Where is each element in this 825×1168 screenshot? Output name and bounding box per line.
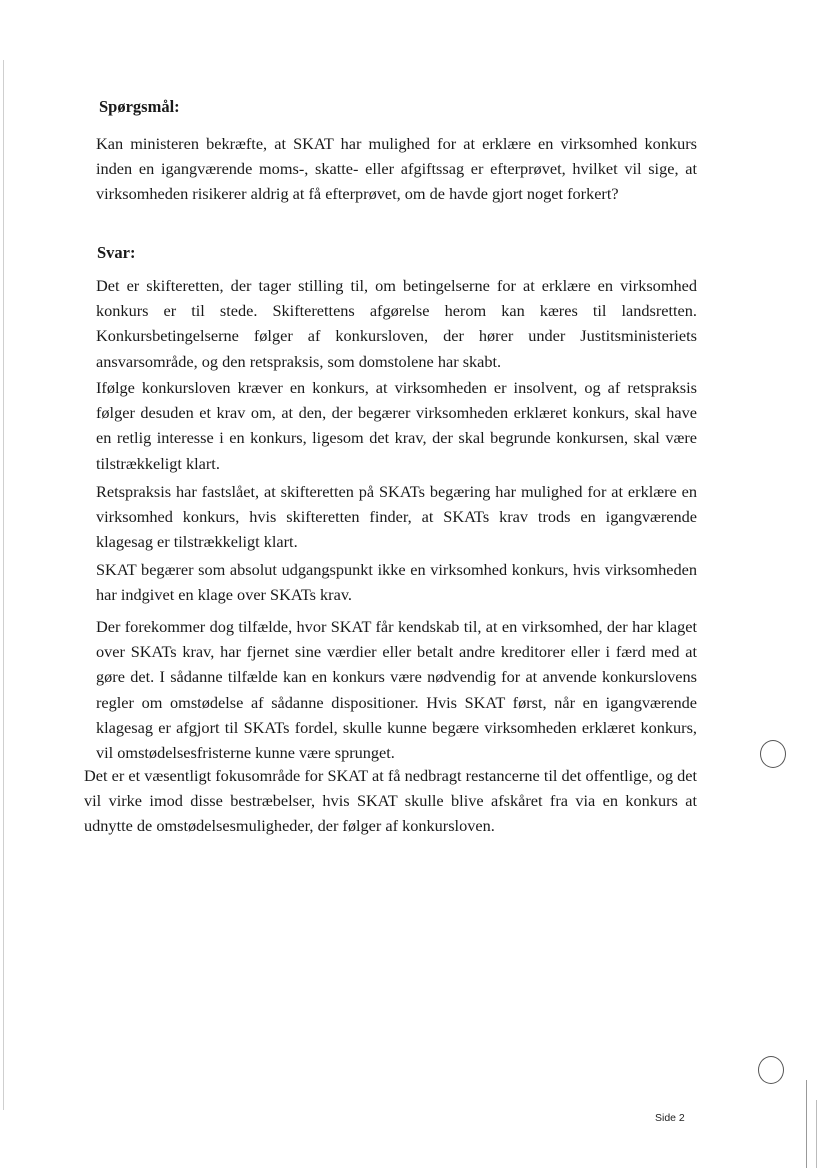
answer-heading: Svar: bbox=[97, 243, 136, 262]
answer-paragraph-4: SKAT begærer som absolut udgangspunkt ikke en virksomhed konkurs, hvis virksomheden har indgivet en klage over SKATs krav. bbox=[96, 560, 697, 605]
page-number: Side 2 bbox=[655, 1112, 685, 1124]
scan-edge-line bbox=[816, 1100, 817, 1168]
punch-hole-mark bbox=[758, 1056, 784, 1084]
scan-edge-line bbox=[3, 60, 4, 1110]
scan-edge-line bbox=[806, 1080, 807, 1168]
question-text: Kan ministeren bekræfte, at SKAT har mulighed for at erklære en virksomhed konkurs inden en igangværende moms-, skatte- eller afgiftssag er efterprøvet, hvilket vil sige, at virksomheden risikerer aldrig at få efterprøvet, om de havde gjort noget forkert? bbox=[96, 134, 697, 204]
answer-paragraph-1: Det er skifteretten, der tager stilling til, om betingelserne for at erklære en virksomhed konkurs er til stede. Skifterettens afgørelse herom kan kæres til landsretten. Konkursbetingelserne følger af konkursloven, der hører under Justitsministeriets ansvarsområde, og den retspraksis, som domstolene har skabt. bbox=[96, 276, 697, 371]
answer-paragraph-2: Ifølge konkursloven kræver en konkurs, at virksomheden er insolvent, og af retspraksis følger desuden et krav om, at den, der begærer virksomheden erklæret konkurs, skal have en retlig interesse i en konkurs, ligesom det krav, der skal begrunde konkursen, skal være tilstrækkeligt klart. bbox=[96, 378, 697, 473]
answer-paragraph-6: Det er et væsentligt fokusområde for SKAT at få nedbragt restancerne til det offentlige, og det vil virke imod disse bestræbelser, hvis SKAT skulle blive afskåret fra via en konkurs at udnytte de omstødelsesmuligheder, der følger af konkursloven. bbox=[84, 766, 697, 836]
punch-hole-mark bbox=[760, 740, 786, 768]
answer-paragraph-3: Retspraksis har fastslået, at skifteretten på SKATs begæring har mulighed for at erklære en virksomhed konkurs, hvis skifteretten finder, at SKATs krav trods en igangværende klagesag er tilstrækkeligt klart. bbox=[96, 482, 697, 552]
question-heading: Spørgsmål: bbox=[99, 97, 180, 116]
answer-paragraph-5: Der forekommer dog tilfælde, hvor SKAT får kendskab til, at en virksomhed, der har klaget over SKATs krav, har fjernet sine værdier eller betalt andre kreditorer eller i færd med at gøre det. I sådanne tilfælde kan en konkurs være nødvendig for at anvende konkurslovens regler om omstødelse af sådanne dispositioner. Hvis SKAT først, når en igangværende klagesag er afgjort til SKATs fordel, skulle kunne begære virksomheden erklæret konkurs, vil omstødelsesfristerne kunne være sprunget. bbox=[96, 617, 697, 763]
